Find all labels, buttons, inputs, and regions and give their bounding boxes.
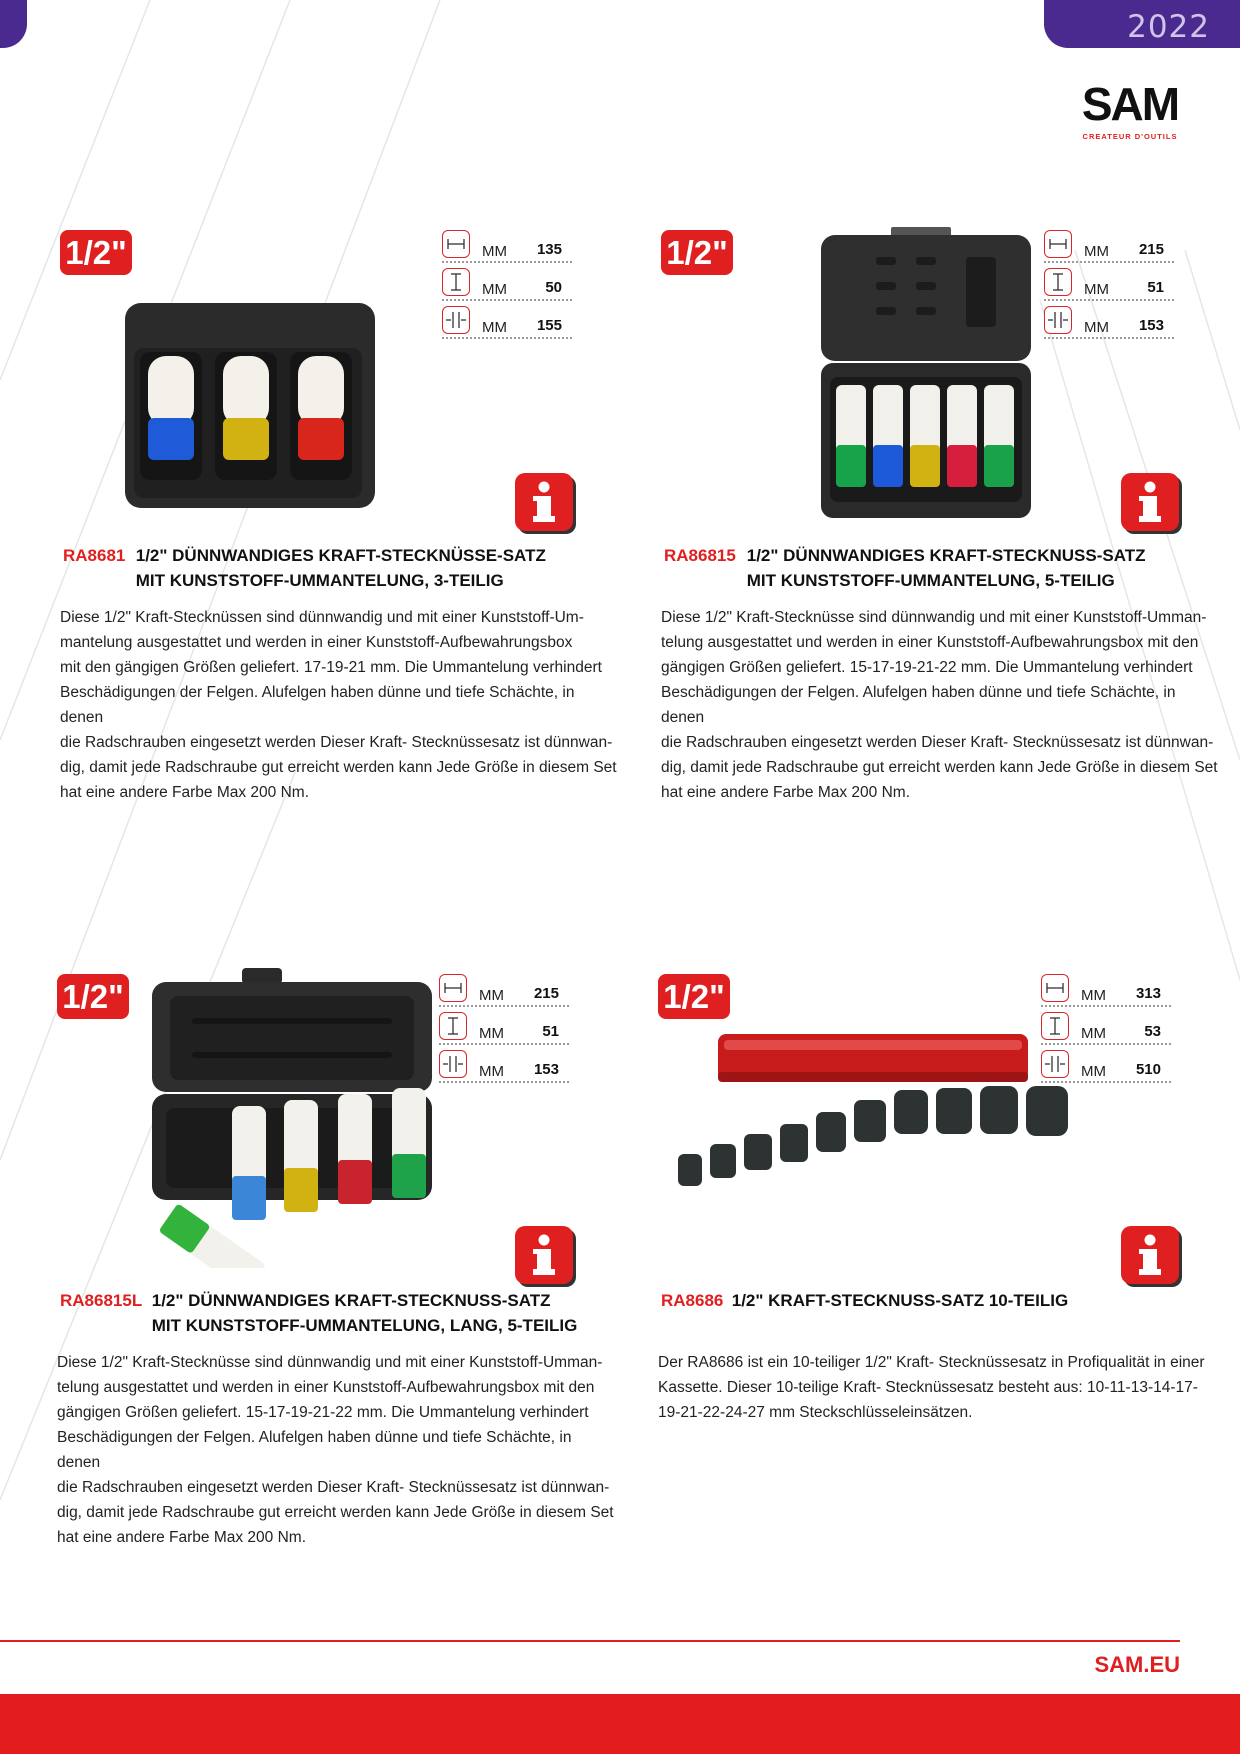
height-icon [1044,268,1072,296]
dotted-divider [1044,299,1174,301]
title-line-1: 1/2" DÜNNWANDIGES KRAFT-STECKNÜSSE-SATZ [135,546,546,565]
width-icon [1041,974,1069,1002]
dotted-divider [442,337,572,339]
title-line-2: MIT KUNSTSTOFF-UMMANTELUNG, 3-TEILIG [135,571,504,590]
dim-row-width [1041,974,1171,1012]
product-code: RA8686 [661,1291,724,1310]
dim-value: 155 [536,317,562,334]
dim-unit: MM [479,1025,504,1042]
title-line-1: 1/2" DÜNNWANDIGES KRAFT-STECKNUSS-SATZ [151,1291,551,1310]
dim-row-depth [1041,1050,1171,1088]
product-code: RA86815 [664,546,736,565]
dim-value: 51 [542,1023,559,1040]
dimensions [1044,230,1174,344]
dim-unit: MM [482,243,507,260]
dotted-divider [439,1081,569,1083]
dim-unit: MM [482,281,507,298]
title-text [747,543,1146,593]
title-line-2: MIT KUNSTSTOFF-UMMANTELUNG, LANG, 5-TEILIG [151,1316,578,1335]
height-icon [439,1012,467,1040]
dim-unit: MM [1081,1025,1106,1042]
dim-value: 215 [1138,241,1164,258]
depth-icon [442,306,470,334]
dim-row-width [442,230,572,268]
dim-row-depth [1044,306,1174,344]
title-text [152,1288,578,1338]
dimensions [1041,974,1171,1088]
product-photo [668,1034,1088,1234]
dimensions [439,974,569,1088]
size-badge: 1/2" [661,230,733,275]
title-text [136,543,546,593]
size-badge: 1/2" [60,230,132,275]
dotted-divider [439,1005,569,1007]
title-line-2: MIT KUNSTSTOFF-UMMANTELUNG, 5-TEILIG [746,571,1115,590]
dotted-divider [1041,1005,1171,1007]
product-ra8681 [60,230,620,850]
title-line-1: 1/2" DÜNNWANDIGES KRAFT-STECKNUSS-SATZ [746,546,1146,565]
product-ra86815l [57,974,617,1594]
dim-row-width [1044,230,1174,268]
product-description: Diese 1/2" Kraft-Stecknüsse sind dünnwandig und mit einer Kunststoff-Umman- telung ausgestattet und werden in einer Kunststoff-Aufbewahrungsbox mit den gängigen Größen geliefert. 15-17-19-21-22 mm. Die Ummantelung verhindert Beschädigungen der Felgen. Alufelgen haben dünne und tiefe Schächte, in denen die Radschrauben eingesetzt werden Dieser Kraft- Stecknüssesatz ist dünnwan- dig, damit jede Radschraube gut erreicht werden kann Jede Größe in diesem Set hat eine andere Farbe Max 200 Nm. [661,609,1218,801]
product-ra8686 [658,974,1218,1594]
dim-unit: MM [1084,319,1109,336]
dim-unit: MM [1081,1063,1106,1080]
dim-row-width [439,974,569,1012]
footer-divider [0,1640,1180,1642]
dotted-divider [1044,261,1174,263]
footer-bar [0,1694,1240,1754]
depth-icon [1044,306,1072,334]
product-title [664,543,1146,593]
depth-icon [1041,1050,1069,1078]
title-line-1: 1/2" KRAFT-STECKNUSS-SATZ 10-TEILIG [731,1291,1069,1310]
product-photo [816,227,1036,527]
dim-row-height [1044,268,1174,306]
dim-unit: MM [1084,243,1109,260]
height-icon [442,268,470,296]
width-icon [1044,230,1072,258]
dotted-divider [439,1043,569,1045]
dim-row-depth [439,1050,569,1088]
dim-row-height [1041,1012,1171,1050]
width-icon [442,230,470,258]
dim-row-depth [442,306,572,344]
dim-unit: MM [1081,987,1106,1004]
dim-value: 153 [533,1061,559,1078]
product-code: RA8681 [63,546,126,565]
info-icon [1121,473,1179,531]
dim-unit: MM [479,987,504,1004]
year-label: 2022 [1127,9,1210,45]
size-badge: 1/2" [57,974,129,1019]
product-description: Diese 1/2" Kraft-Stecknüssen sind dünnwandig und mit einer Kunststoff-Um- mantelung ausgestattet und werden in einer Kunststoff-Aufbewahrungsbox mit den gängigen Größen geliefert. 17-19-21 mm. Die Ummantelung verhindert Beschädigungen der Felgen. Alufelgen haben dünne und tiefe Schächte, in denen die Radschrauben eingesetzt werden Dieser Kraft- Stecknüssesatz ist dünnwan- dig, damit jede Radschraube gut erreicht werden kann Jede Größe in diesem Set hat eine andere Farbe Max 200 Nm. [60,609,617,801]
info-button[interactable] [515,473,573,531]
year-tab [1044,0,1240,48]
dim-value: 53 [1144,1023,1161,1040]
dotted-divider [1041,1043,1171,1045]
product-title [60,1288,577,1338]
dim-value: 51 [1147,279,1164,296]
sam-logo [1070,84,1190,144]
dim-unit: MM [479,1063,504,1080]
product-ra86815 [661,230,1221,850]
dotted-divider [442,261,572,263]
svg-text:SAM: SAM [1081,84,1179,130]
product-description: Diese 1/2" Kraft-Stecknüsse sind dünnwandig und mit einer Kunststoff-Umman- telung ausgestattet und werden in einer Kunststoff-Aufbewahrungsbox mit den gängigen Größen geliefert. 15-17-19-21-22 mm. Die Ummantelung verhindert Beschädigungen der Felgen. Alufelgen haben dünne und tiefe Schächte, in denen die Radschrauben eingesetzt werden Dieser Kraft- Stecknüssesatz ist dünnwan- dig, damit jede Radschraube gut erreicht werden kann Jede Größe in diesem Set hat eine andere Farbe Max 200 Nm. [57,1354,614,1546]
info-icon [1121,1226,1179,1284]
dim-unit: MM [1084,281,1109,298]
product-code: RA86815L [60,1291,143,1310]
depth-icon [439,1050,467,1078]
size-badge: 1/2" [658,974,730,1019]
dim-value: 135 [536,241,562,258]
dim-unit: MM [482,319,507,336]
height-icon [1041,1012,1069,1040]
product-photo [142,968,462,1268]
dim-row-height [442,268,572,306]
dimensions [442,230,572,344]
dotted-divider [1041,1081,1171,1083]
svg-text:CREATEUR D'OUTILS: CREATEUR D'OUTILS [1082,132,1178,141]
dotted-divider [442,299,572,301]
dim-value: 215 [533,985,559,1002]
product-title [63,543,546,593]
dim-value: 50 [545,279,562,296]
website-link[interactable]: SAM.EU [1094,1652,1180,1677]
dim-value: 153 [1138,317,1164,334]
info-button[interactable] [1121,473,1179,531]
dim-value: 510 [1135,1061,1161,1078]
info-button[interactable] [1121,1226,1179,1284]
product-title [661,1288,1068,1313]
dotted-divider [1044,337,1174,339]
width-icon [439,974,467,1002]
dim-row-height [439,1012,569,1050]
dim-value: 313 [1135,985,1161,1002]
info-button[interactable] [515,1226,573,1284]
info-icon [515,1226,573,1284]
title-text [732,1288,1068,1313]
info-icon [515,473,573,531]
product-description: Der RA8686 ist ein 10-teiliger 1/2" Kraft- Stecknüssesatz in Profiqualität in einer Kassette. Dieser 10-teilige Kraft- Stecknüssesatz besteht aus: 10-11-13-14-17- 19-21-22-24-27 mm Steckschlüsseleinsätzen. [658,1354,1205,1421]
product-photo [120,298,380,518]
